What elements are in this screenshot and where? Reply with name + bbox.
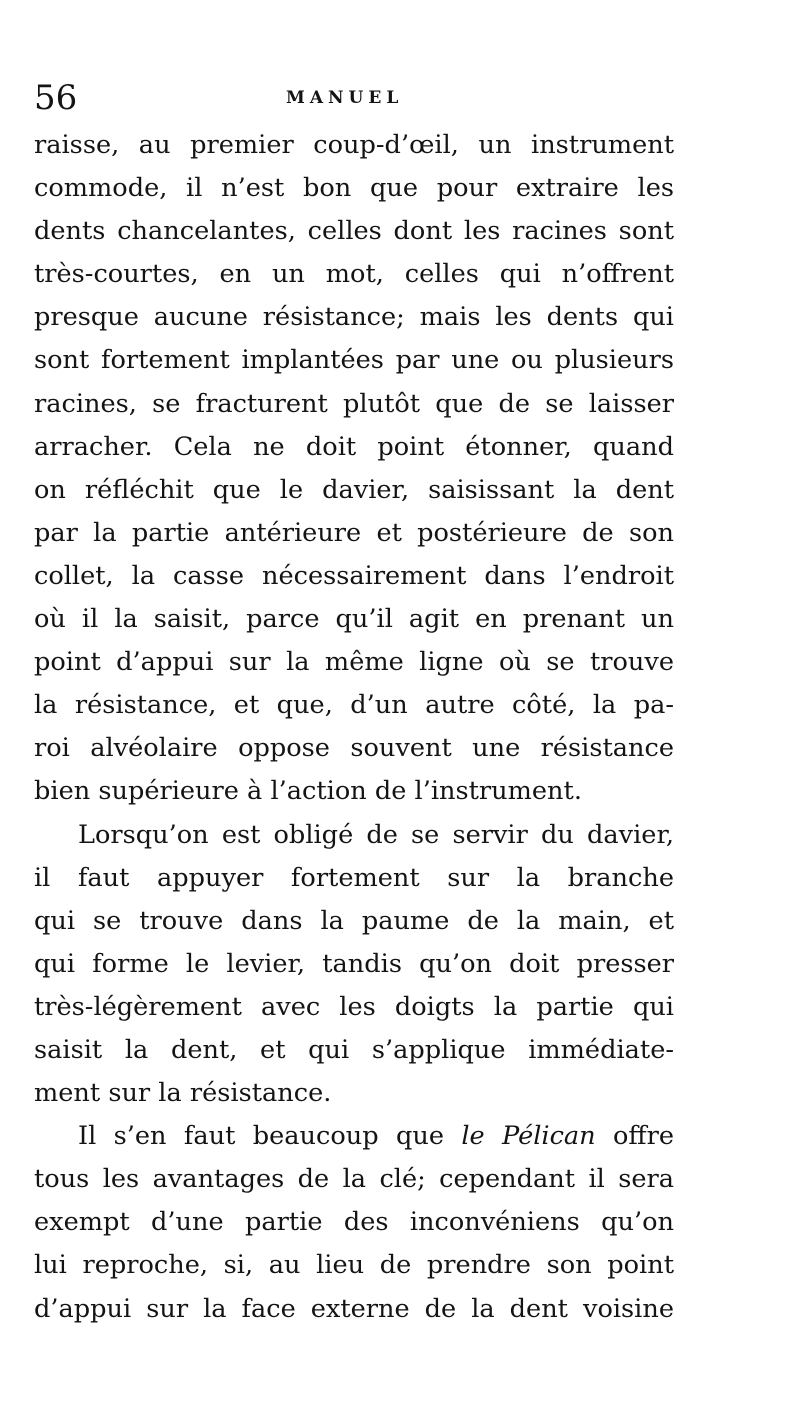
text-line: commode, il n’est bon que pour extraire les: [34, 173, 674, 204]
paragraph-2: [34, 814, 674, 1116]
body-text: [34, 124, 674, 1331]
paragraph-3: [34, 1115, 674, 1330]
text-line: collet, la casse nécessairement dans l’endroit: [34, 560, 674, 591]
text-line: roi alvéolaire oppose souvent une résistance: [34, 733, 674, 764]
running-title: MANUEL: [286, 88, 404, 108]
text-line: par la partie antérieure et postérieure de son: [34, 517, 674, 548]
text-line: on réfléchit que le davier, saisissant la dent: [34, 474, 674, 505]
paragraph-1: [34, 124, 674, 814]
text-line: qui forme le levier, tandis qu’on doit presser: [34, 948, 674, 979]
text-line: raisse, au premier coup-d’œil, un instrument: [34, 130, 674, 160]
text-line: il faut appuyer fortement sur la branche: [34, 862, 674, 893]
text-line: arracher. Cela ne doit point étonner, quand: [34, 431, 674, 462]
text-line: Lorsqu’on est obligé de se servir du davier,: [78, 819, 674, 850]
text-line: saisit la dent, et qui s’applique immédiate-: [34, 1034, 674, 1065]
page-number: 56: [34, 78, 78, 118]
page-header: [34, 78, 674, 124]
text-line: très-courtes, en un mot, celles qui n’offrent: [34, 259, 674, 290]
text-line: tous les avantages de la clé; cependant il sera: [34, 1164, 674, 1195]
text-run: offre: [595, 1121, 674, 1152]
text-line: très-légèrement avec les doigts la partie qui: [34, 991, 674, 1022]
text-line: racines, se fracturent plutôt que de se laisser: [34, 388, 674, 419]
text-line: où il la saisit, parce qu’il agit en prenant un: [34, 604, 674, 635]
emphasis-pelican: le Pélican: [461, 1121, 596, 1152]
text-line: la résistance, et que, d’un autre côté, la pa-: [34, 690, 674, 721]
text-line: sont fortement implantées par une ou plusieurs: [34, 345, 674, 376]
text-line: bien supérieure à l’action de l’instrument.: [34, 776, 582, 807]
text-line: exempt d’une partie des inconvéniens qu’on: [34, 1207, 674, 1238]
text-line: presque aucune résistance; mais les dents qui: [34, 302, 674, 333]
text-line: qui se trouve dans la paume de la main, et: [34, 905, 674, 936]
text-line: lui reproche, si, au lieu de prendre son point: [34, 1250, 674, 1281]
text-line: dents chancelantes, celles dont les racines sont: [34, 216, 674, 247]
text-run: Il s’en faut beaucoup que: [78, 1121, 462, 1152]
text-line: d’appui sur la face externe de la dent voisine: [34, 1293, 674, 1324]
text-line: point d’appui sur la même ligne où se trouve: [34, 647, 674, 678]
text-line: [34, 1115, 674, 1158]
text-line: ment sur la résistance.: [34, 1078, 332, 1109]
